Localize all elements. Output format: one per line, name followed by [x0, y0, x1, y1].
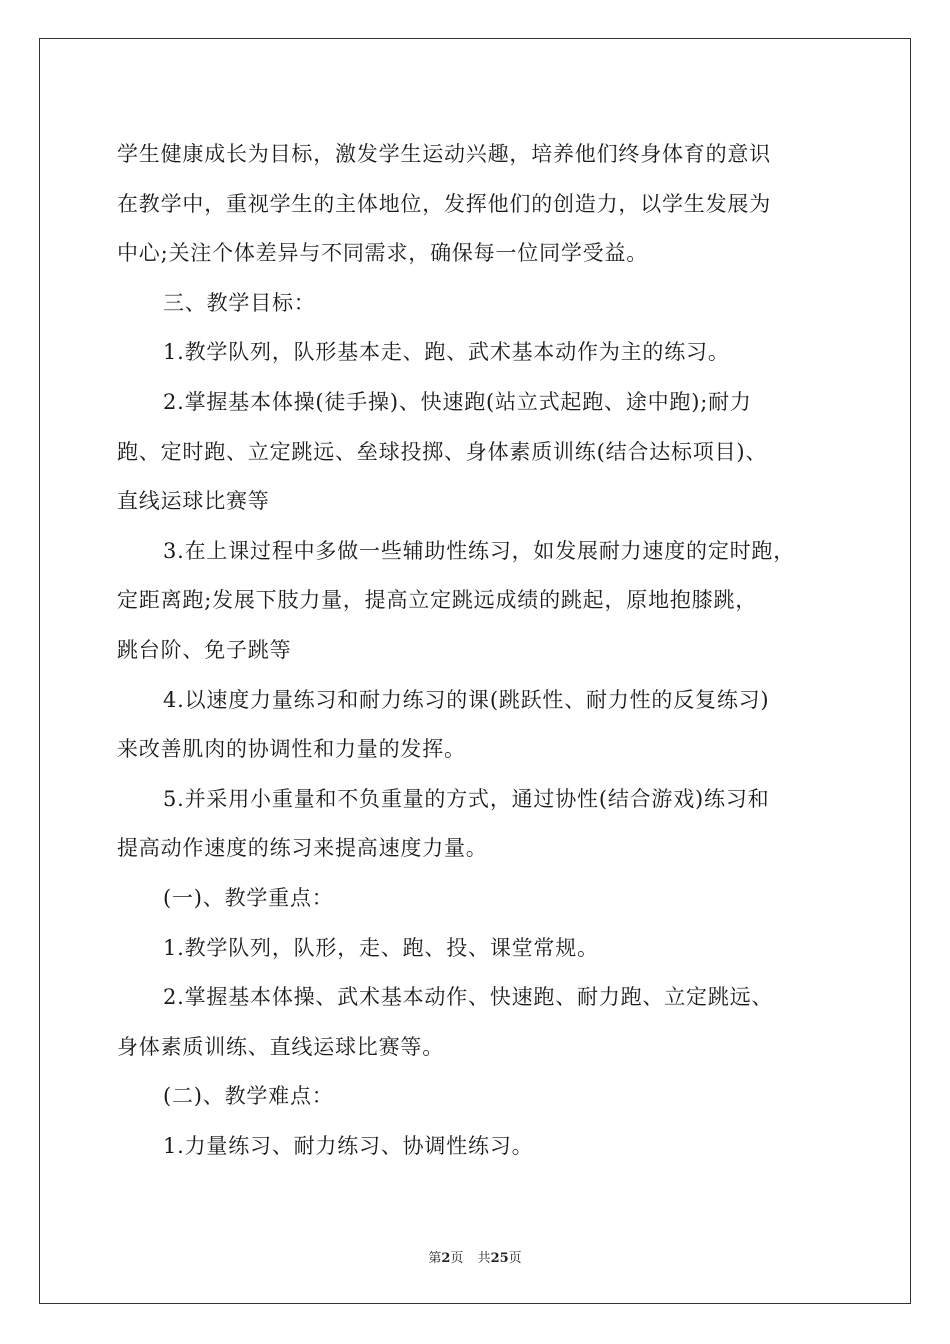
- list-item: 5.并采用小重量和不负重量的方式，通过协性(结合游戏)练习和: [163, 786, 770, 811]
- list-item: 1.力量练习、耐力练习、协调性练习。: [163, 1133, 534, 1158]
- text-line: 中心;关注个体差异与不同需求，确保每一位同学受益。: [117, 241, 649, 266]
- text-line: 学生健康成长为目标，激发学生运动兴趣，培养他们终身体育的意识: [117, 142, 771, 166]
- list-item: 2.掌握基本体操(徒手操)、快速跑(站立式起跑、途中跑);耐力: [163, 389, 752, 414]
- page-footer: [0, 1247, 950, 1266]
- document-body: [117, 130, 837, 1171]
- list-item: 4.以速度力量练习和耐力练习的课(跳跃性、耐力性的反复练习): [163, 687, 770, 712]
- text-line: 定距离跑;发展下肢力量，提高立定跳远成绩的跳起，原地抱膝跳，: [117, 588, 758, 613]
- list-item: 2.掌握基本体操、武术基本动作、快速跑、耐力跑、立定跳远、: [163, 985, 774, 1010]
- text-line: 跑、定时跑、立定跳远、垒球投掷、身体素质训练(结合达标项目)、: [117, 439, 768, 464]
- list-item: 3.在上课过程中多做一些辅助性练习，如发展耐力速度的定时跑，: [163, 538, 796, 563]
- page-total: 共25页: [477, 1251, 522, 1266]
- section-heading-difficulties: (二)、教学难点：: [163, 1084, 334, 1109]
- text-line: 在教学中，重视学生的主体地位，发挥他们的创造力，以学生发展为: [117, 191, 771, 216]
- section-heading-teaching-goals: 三、教学目标：: [163, 290, 316, 315]
- list-item: 1.教学队列，队形，走、跑、投、课堂常规。: [163, 935, 599, 960]
- text-line: 来改善肌肉的协调性和力量的发挥。: [117, 737, 466, 762]
- text-line: 提高动作速度的练习来提高速度力量。: [117, 836, 488, 861]
- section-heading-key-points: (一)、教学重点：: [163, 885, 334, 910]
- list-item: 1.教学队列，队形基本走、跑、武术基本动作为主的练习。: [163, 340, 730, 365]
- text-line: 身体素质训练、直线运球比赛等。: [117, 1034, 444, 1059]
- page-number: 第2页: [428, 1251, 464, 1266]
- text-line: 跳台阶、免子跳等: [117, 637, 292, 662]
- text-line: 直线运球比赛等: [117, 489, 270, 514]
